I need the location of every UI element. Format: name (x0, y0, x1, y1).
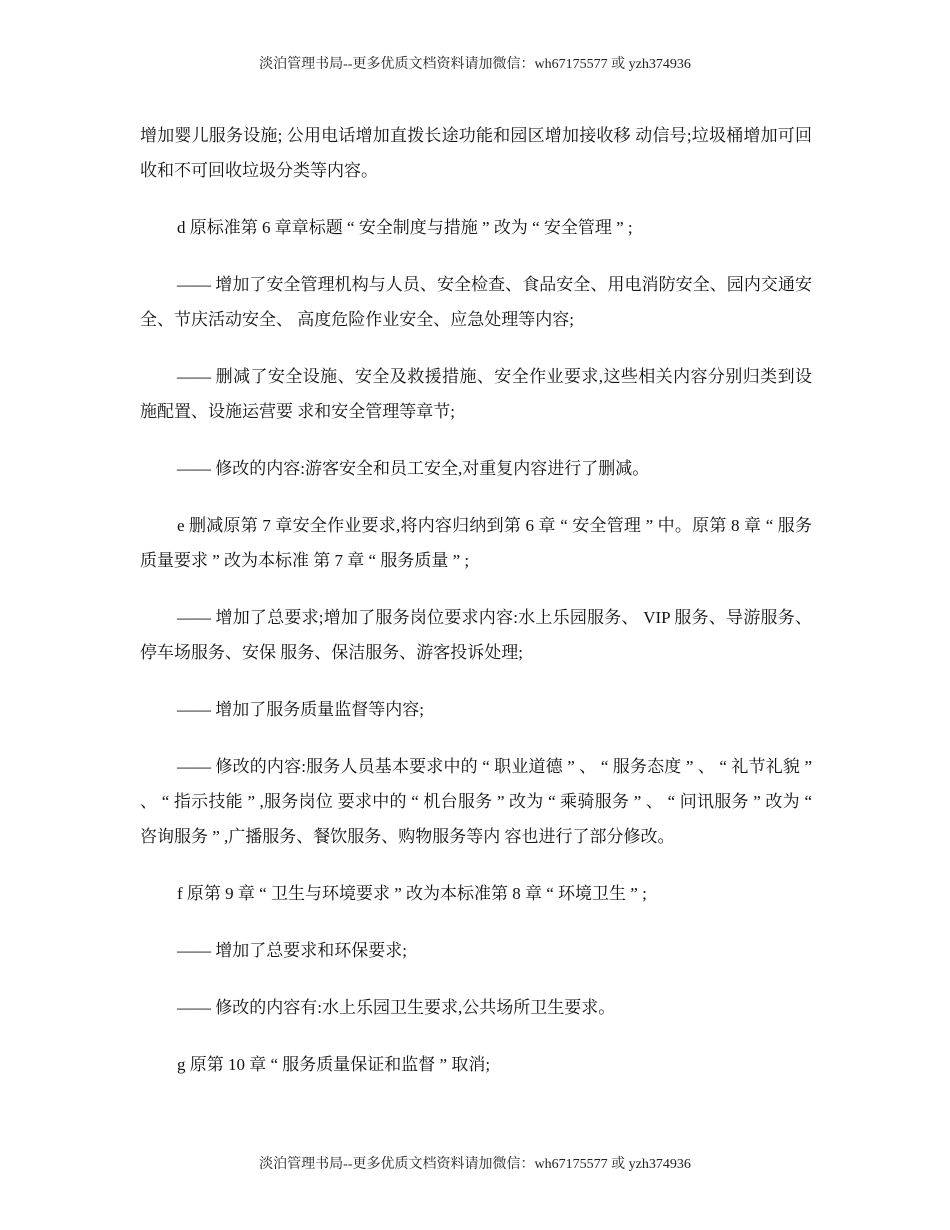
paragraph-6: e 删减原第 7 章安全作业要求,将内容归纳到第 6 章 “ 安全管理 ” 中。原第 8 章 “ 服务质量要求 ” 改为本标准 第 7 章 “ 服务质量 ” ; (140, 516, 812, 570)
paragraph-2: d 原标准第 6 章章标题 “ 安全制度与措施 ” 改为 “ 安全管理 ” ; (177, 218, 633, 237)
paragraph-9: —— 修改的内容:服务人员基本要求中的 “ 职业道德 ” 、 “ 服务态度 ” 、 “ 礼节礼貌 ” 、 “ 指示技能 ” ,服务岗位 要求中的 “ 机台服务 ” 改为 “ 乘骑服务 ” 、 “ 问讯服务 ” 改为 “ 咨询服务 ” ,广播服务、餐饮服务、购物服务等内 容也进行了部分修改。 (140, 757, 812, 846)
paragraph-4: —— 删减了安全设施、安全及救援措施、安全作业要求,这些相关内容分别归类到设施配置、设施运营要 求和安全管理等章节; (140, 367, 812, 421)
paragraph-11: —— 增加了总要求和环保要求; (177, 941, 407, 960)
page-footer: 淡泊管理书局--更多优质文档资料请加微信：wh67175577 或 yzh374936 (259, 1157, 691, 1172)
page-header: 淡泊管理书局--更多优质文档资料请加微信：wh67175577 或 yzh374936 (259, 57, 691, 72)
paragraph-10: f 原第 9 章 “ 卫生与环境要求 ” 改为本标准第 8 章 “ 环境卫生 ” ; (177, 884, 647, 903)
paragraph-5: —— 修改的内容:游客安全和员工安全,对重复内容进行了删减。 (177, 459, 650, 478)
paragraph-3: —— 增加了安全管理机构与人员、安全检查、食品安全、用电消防安全、园内交通安全、节庆活动安全、 高度危险作业安全、应急处理等内容; (140, 275, 812, 329)
document-body (140, 118, 812, 1104)
paragraph-12: —— 修改的内容有:水上乐园卫生要求,公共场所卫生要求。 (177, 998, 616, 1017)
paragraph-7: —— 增加了总要求;增加了服务岗位要求内容:水上乐园服务、 VIP 服务、导游服务、停车场服务、安保 服务、保洁服务、游客投诉处理; (140, 608, 812, 662)
paragraph-13: g 原第 10 章 “ 服务质量保证和监督 ” 取消; (177, 1055, 491, 1074)
paragraph-1: 增加婴儿服务设施; 公用电话增加直拨长途功能和园区增加接收移 动信号;垃圾桶增加可回收和不可回收垃圾分类等内容。 (140, 126, 812, 180)
paragraph-8: —— 增加了服务质量监督等内容; (177, 700, 424, 719)
